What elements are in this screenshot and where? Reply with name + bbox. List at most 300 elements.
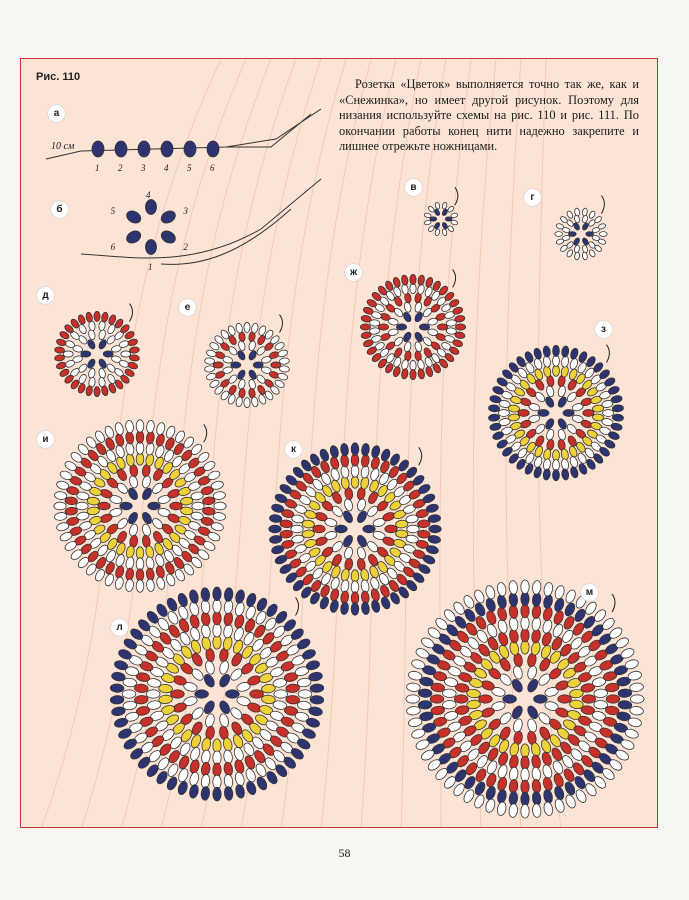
bead [543,801,554,816]
bead [329,467,340,481]
rosette-d [54,304,139,397]
thread-end [204,424,207,442]
bead [351,476,359,488]
bead [538,657,552,673]
bead [136,558,144,570]
bead [418,700,432,709]
bead [236,349,246,361]
bead [329,576,340,590]
thread [81,179,321,264]
bead [473,589,486,605]
bead [177,754,190,770]
bead [497,751,510,767]
bead [379,584,391,598]
bead [213,787,221,801]
bead [342,534,355,549]
bead [189,626,202,642]
bead [588,210,596,219]
bead [177,780,190,796]
bead [233,759,245,774]
bead [269,514,282,523]
bead [356,498,367,512]
bead [171,690,185,698]
bead-number: 5 [110,206,116,216]
bead [189,746,202,762]
bead [582,208,588,216]
bead-number: 1 [95,163,100,173]
bead [188,784,199,799]
bead [86,338,96,350]
bead [81,351,91,357]
bead [329,445,340,459]
bead [485,785,498,801]
rosette-l [110,587,324,801]
bead [521,780,529,794]
bead [563,602,577,618]
bead [245,592,258,608]
bead [190,720,204,736]
bead-panel-a-3 [138,141,150,157]
bead [213,599,221,613]
bead [146,420,155,433]
bead [247,369,257,381]
bead [56,338,67,347]
bead [544,417,556,430]
bead [553,345,560,356]
bead [164,561,176,575]
bead [553,785,566,801]
bead [610,395,622,404]
bead [65,507,78,516]
thread-end [612,594,615,612]
bead [369,576,380,590]
bead [234,784,245,799]
bead [361,602,370,615]
bead [213,587,221,601]
bead [319,448,331,462]
bead [136,580,144,592]
bead-panel-a-2 [115,141,127,157]
bead [85,385,93,396]
bead [582,695,596,703]
bead [127,487,140,502]
figure-frame [20,58,658,828]
bead [485,623,498,639]
bead [342,510,355,525]
bead [218,673,232,689]
bead [380,448,392,462]
bead [213,512,226,521]
bead [629,706,643,716]
bead [253,362,263,368]
bead [521,592,529,606]
bead [286,695,300,704]
bead [473,780,487,796]
bead [104,437,116,451]
bead [618,700,632,709]
bead [612,414,624,422]
bead [134,695,148,704]
bead [279,358,290,365]
bead [213,623,221,637]
bead [200,786,210,801]
bead [128,475,139,489]
bead [170,502,182,510]
bead [269,535,282,544]
bead [552,610,565,626]
bead [551,623,564,639]
bead [566,249,574,258]
bead [521,768,529,782]
bead [556,223,565,230]
bead [555,232,563,237]
bead [213,751,221,765]
bead [154,553,165,567]
bead [370,445,381,459]
bead [496,801,507,816]
thread [46,109,321,159]
bead [552,772,565,788]
bead [202,497,215,506]
bead [418,689,432,698]
bead [484,585,496,601]
bead [76,502,88,510]
bead [155,576,166,590]
bead [291,525,303,533]
bead [564,794,577,810]
bead [419,324,429,330]
bead [612,405,624,413]
bead [532,803,542,817]
bead [568,232,576,237]
bead [618,689,632,698]
bead [206,349,217,358]
bead [128,523,139,537]
bead [441,208,448,216]
bead [244,767,257,783]
bead [594,689,608,698]
bead [407,525,419,533]
rosette-v [424,187,458,236]
bead [417,520,430,529]
bead [479,695,493,703]
bead [165,597,179,613]
bead [417,530,430,539]
bead [54,347,65,354]
bead [534,695,548,703]
bead [424,220,432,226]
bead [401,275,409,286]
bead [498,725,512,741]
bead [340,443,349,456]
bead [583,410,594,417]
bead [488,405,500,413]
bead [331,553,344,568]
bead [454,315,465,323]
bead [573,222,581,231]
bead [574,788,588,804]
thread-end [419,447,422,465]
bead [454,331,465,339]
bead [351,443,359,455]
bead [308,671,323,682]
panel-label-b: б [51,201,68,218]
bead [319,596,331,610]
bead [213,362,223,368]
bead [553,450,560,461]
bead [574,252,580,260]
bead [425,366,434,378]
bead [136,431,144,443]
bead [233,614,245,629]
bead [202,507,215,516]
bead [521,604,529,618]
bead [598,238,607,245]
bead [251,396,259,407]
bead [98,502,110,510]
bead [521,756,529,770]
bead [204,660,216,675]
bead [510,704,524,720]
bead [141,487,154,502]
panel-label-zh: ж [345,264,362,281]
bead-number: 4 [164,163,169,173]
bead [154,444,165,458]
bead-panel-b-4 [146,200,157,215]
bead [146,579,155,592]
bead [447,225,455,233]
bead [557,396,569,409]
bead [164,437,176,451]
bead [538,410,549,417]
bead [343,498,354,512]
bead [367,491,380,506]
bead [121,351,131,357]
bead [485,597,498,613]
bead [313,525,325,533]
bead [541,751,554,767]
bead [557,417,569,430]
bead [518,410,529,417]
bead [127,511,140,526]
bead [204,358,215,365]
bead [369,467,380,481]
bead [271,362,281,368]
bead [146,690,160,698]
rosette-e [204,315,289,408]
bead-number: 6 [210,163,215,173]
bead [298,690,312,698]
bead [450,213,458,219]
bead [120,502,132,510]
bead [274,690,288,698]
bead [329,599,340,613]
bead [356,510,369,525]
bead [235,396,243,407]
bead [521,616,529,630]
bead [498,410,509,417]
bead [218,699,232,715]
bead [204,365,215,372]
bead [430,695,444,703]
panel-label-k: к [285,441,302,458]
bead [521,640,529,654]
bead [213,611,221,625]
bead [447,205,455,213]
bead [551,759,564,775]
bead [526,678,540,694]
bead [610,422,622,431]
bead [541,764,553,779]
bead [417,368,425,379]
bead [569,347,579,360]
rosette-g [555,196,607,261]
bead [255,597,269,613]
bead [192,502,204,510]
bead [543,582,554,597]
bead [351,465,359,477]
bead [498,657,512,673]
bead [165,775,179,791]
bead [141,475,152,489]
thread-end [129,304,132,322]
bead [435,202,441,210]
bead [533,456,543,469]
bead [427,205,435,213]
bead [573,237,581,246]
bead [308,706,323,717]
bead-panel-a-6 [207,141,219,157]
panel-label-i: и [37,431,54,448]
bead [563,410,574,417]
bead [532,580,542,594]
bead [630,695,644,703]
bead [485,759,498,775]
bead [101,312,109,323]
bead [343,546,354,560]
bead [554,585,566,601]
bead [214,502,226,510]
bead [97,338,107,350]
bead-number: 6 [110,242,116,252]
bead [213,635,221,649]
panel-label-g: г [524,189,541,206]
bead [581,237,589,246]
bead [231,362,241,368]
bead [155,422,166,436]
bead [437,324,447,330]
bead [473,602,487,618]
bead [599,232,607,237]
bead [508,580,518,594]
bead [380,596,392,610]
bead [582,252,588,260]
bead [538,725,552,741]
bead [497,619,509,634]
bead [235,323,243,334]
thread-end [279,315,282,333]
bead [606,695,620,703]
bead [122,690,136,698]
bead [200,587,210,602]
bead [363,525,375,533]
bead [63,351,73,357]
bead [134,684,148,693]
thread-end [296,597,299,615]
bead [428,535,441,544]
bead [86,358,96,370]
bead [189,759,201,774]
bead [521,628,529,642]
bead [402,331,412,343]
bead [406,706,420,716]
bead [136,420,144,432]
bead [574,208,580,216]
bead [114,576,125,590]
bead [310,684,324,693]
bead [286,684,300,693]
bead [244,605,257,621]
bead [230,652,244,668]
length-label: 10 см [51,141,75,152]
bead [195,690,209,698]
bead [553,470,560,481]
bead-panel-b-6 [124,228,142,245]
bead [110,684,124,693]
bead [236,369,246,381]
bead [561,468,569,480]
bead [340,602,349,615]
bead [541,619,553,634]
bead [141,523,152,537]
bead [103,351,113,357]
bead [424,213,432,219]
bead [136,442,144,454]
bead [110,695,124,704]
bead [250,690,264,698]
bead [533,466,543,479]
bead [442,228,448,236]
bead [360,324,370,330]
bead [434,222,441,230]
bead [496,582,507,597]
bead [361,331,372,339]
bead [244,322,250,332]
bead [54,502,66,510]
bead [402,311,412,323]
bead [224,786,234,801]
bead [202,673,216,689]
bead [396,324,406,330]
bead [442,700,456,709]
panel-label-l: л [111,619,128,636]
bead [279,365,290,372]
bead [497,631,510,647]
bead [129,354,140,361]
bead [533,347,543,360]
panel-label-z: з [595,321,612,338]
bead [427,225,435,233]
bead [434,208,441,216]
bead [569,466,579,479]
bead [541,631,554,647]
bead-panel-a-5 [184,141,196,157]
bead [65,497,78,506]
bead [526,704,540,720]
bead [489,422,501,431]
bead [136,569,144,581]
bead [485,772,498,788]
